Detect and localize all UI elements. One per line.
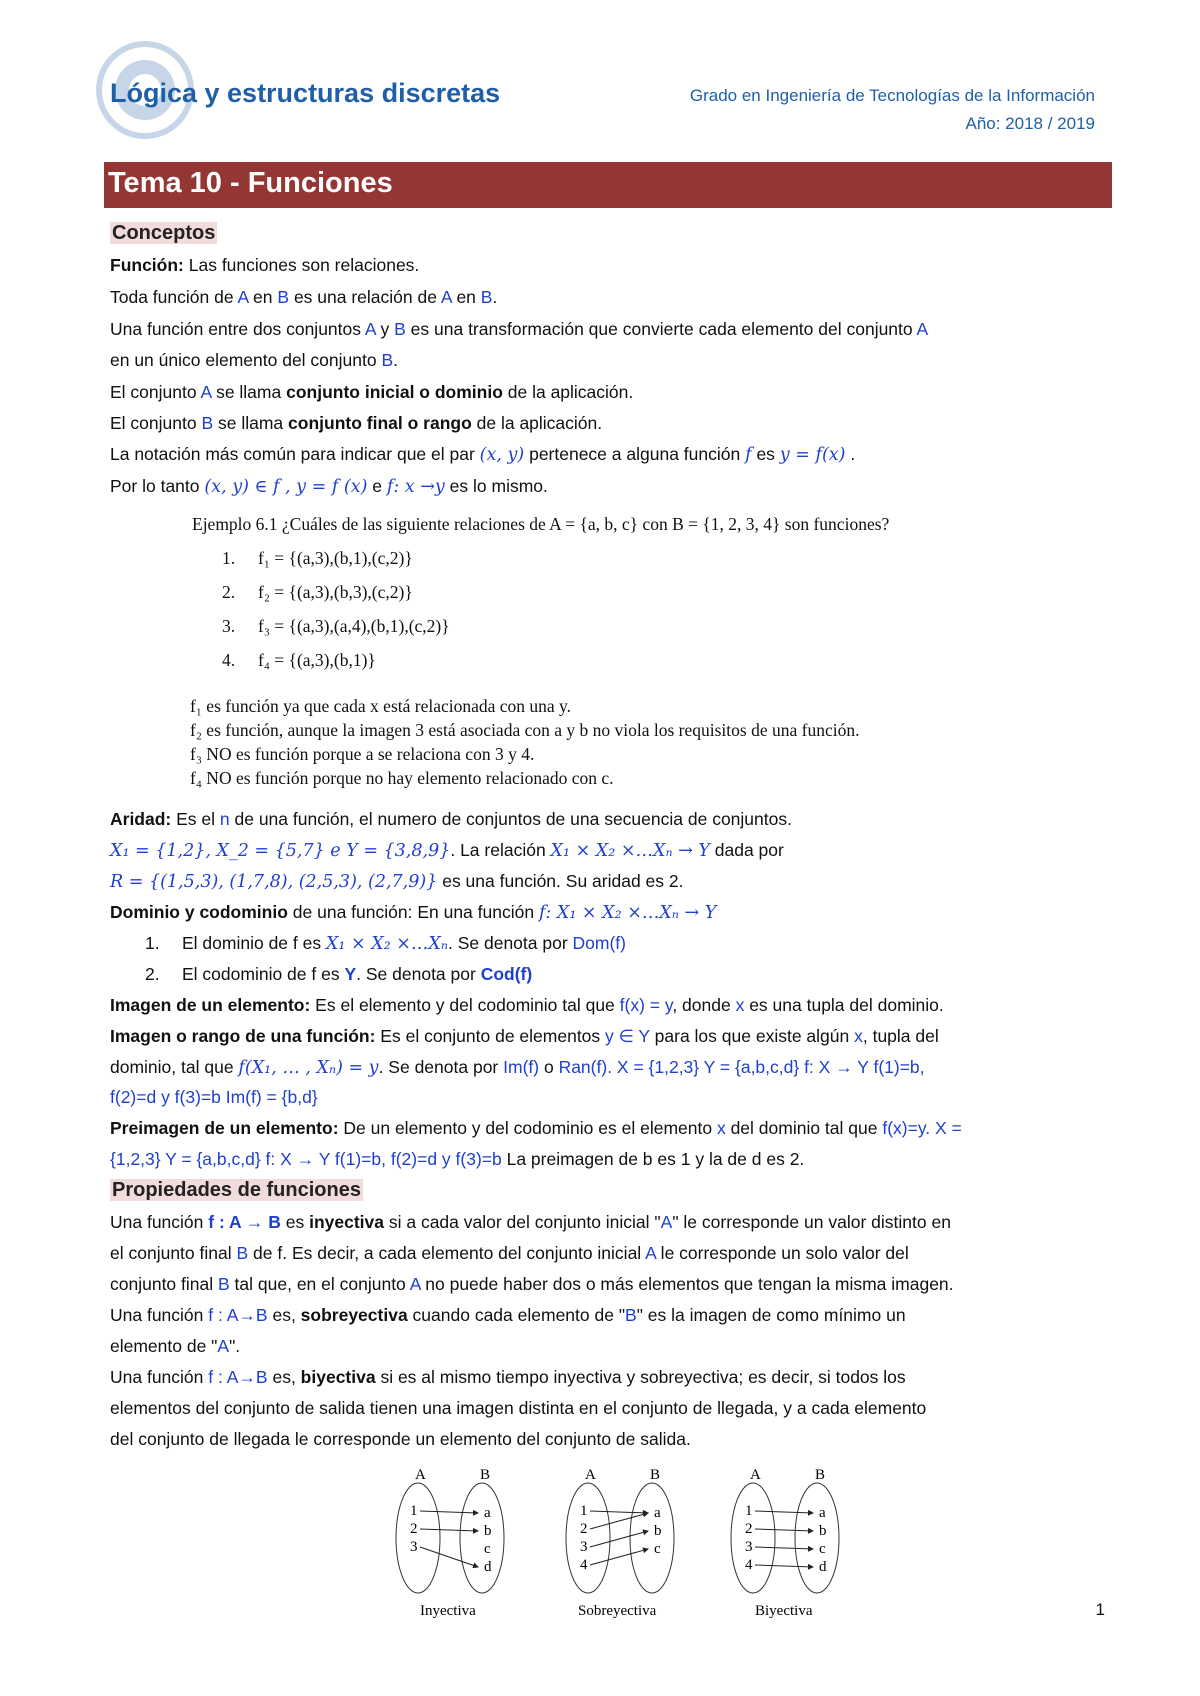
ejemplo-item-expr: f₁ = {(a,3),(b,1),(c,2)} — [258, 548, 413, 568]
svg-text:2: 2 — [745, 1521, 753, 1537]
ejemplo-item-num: 2. — [222, 582, 236, 602]
set-b-label: B — [480, 1467, 491, 1483]
svg-text:1: 1 — [410, 1503, 418, 1519]
ejemplo-answer: f₄ NO es función porque no hay elemento relacionado con c. — [190, 768, 614, 788]
course-title: Lógica y estructuras discretas — [110, 78, 501, 108]
ejemplo-item-num: 1. — [222, 548, 236, 568]
caption-sobreyectiva: Sobreyectiva — [578, 1603, 657, 1619]
svg-text:a: a — [819, 1505, 826, 1521]
line-unico-elemento: en un único elemento del conjunto B. — [110, 350, 399, 370]
page-number: 1 — [1095, 1600, 1105, 1619]
degree-name: Grado en Ingeniería de Tecnologías de la Información — [689, 86, 1095, 105]
line-biyectiva-2: elementos del conjunto de salida tienen una imagen distinta en el conjunto de llegada, y a cada elemento — [110, 1398, 927, 1418]
ejemplo-item-expr: f₃ = {(a,3),(a,4),(b,1),(c,2)} — [258, 616, 450, 636]
svg-text:3: 3 — [745, 1539, 753, 1555]
line-transformacion: Una función entre dos conjuntos A y B es una transformación que convierte cada elemento del conjunto A — [110, 319, 929, 339]
line-conjunto-final: El conjunto B se llama conjunto final o rango de la aplicación. — [110, 413, 603, 433]
svg-text:a: a — [654, 1505, 661, 1521]
section-heading-conceptos: Conceptos — [112, 222, 216, 244]
svg-text:b: b — [654, 1523, 662, 1539]
academic-year: Año: 2018 / 2019 — [965, 114, 1095, 133]
ejemplo-answer: f₃ NO es función porque a se relaciona con 3 y 4. — [190, 744, 535, 764]
line-conjunto-inicial: El conjunto A se llama conjunto inicial o dominio de la aplicación. — [110, 382, 634, 402]
ejemplo-title: Ejemplo 6.1 ¿Cuáles de las siguiente relaciones de A = {a, b, c} con B = {1, 2, 3, 4} son funciones? — [192, 514, 890, 534]
line-biyectiva: Una función f : A→B es, biyectiva si es al mismo tiempo inyectiva y sobreyectiva; es decir, si todos los — [110, 1367, 906, 1387]
set-a-label: A — [750, 1467, 761, 1483]
ejemplo-item-num: 4. — [222, 650, 236, 670]
svg-text:4: 4 — [745, 1557, 753, 1573]
line-sobreyectiva-2: elemento de "A". — [110, 1336, 241, 1356]
svg-text:3: 3 — [410, 1539, 418, 1555]
svg-text:c: c — [484, 1541, 491, 1557]
topic-title-bar — [104, 162, 1112, 208]
svg-text:b: b — [819, 1523, 827, 1539]
svg-text:2: 2 — [410, 1521, 418, 1537]
svg-text:b: b — [484, 1523, 492, 1539]
svg-text:1: 1 — [745, 1503, 753, 1519]
line-preimagen-2: {1,2,3} Y = {a,b,c,d} f: X → Y f(1)=b, f(2)=d y f(3)=b La preimagen de b es 1 y la de d es 2. — [110, 1149, 805, 1169]
svg-text:a: a — [484, 1505, 491, 1521]
line-inyectiva-3: conjunto final B tal que, en el conjunto A no puede haber dos o más elementos que tengan la misma imagen. — [110, 1274, 954, 1294]
line-preimagen: Preimagen de un elemento: De un elemento y del codominio es el elemento x del dominio tal que f(x)=y. X = — [110, 1118, 962, 1138]
line-aridad: Aridad: Es el n de una función, el numero de conjuntos de una secuencia de conjuntos. — [110, 809, 792, 829]
diagram-inyectiva — [396, 1467, 504, 1619]
list-item-dominio: 1. — [145, 933, 160, 953]
line-imagen-elemento: Imagen de un elemento: Es el elemento y del codominio tal que f(x) = y, donde x es una tupla del dominio. — [110, 995, 944, 1015]
svg-text:c: c — [654, 1541, 661, 1557]
line-dominio-codominio: Dominio y codominio de una función: En una función f: X₁ × X₂ ×…Xₙ → Y — [110, 902, 717, 923]
set-b-label: B — [815, 1467, 826, 1483]
ejemplo-item-expr: f₄ = {(a,3),(b,1)} — [258, 650, 376, 670]
line-inyectiva: Una función f : A → B es inyectiva si a cada valor del conjunto inicial "A" le corresponde un valor distinto en — [110, 1212, 951, 1232]
svg-text:1: 1 — [580, 1503, 588, 1519]
diagram-biyectiva — [731, 1467, 839, 1619]
line-imagen-funcion-3: f(2)=d y f(3)=b Im(f) = {b,d} — [110, 1087, 318, 1107]
section-heading-propiedades: Propiedades de funciones — [112, 1179, 361, 1201]
list-item-codominio: 2. — [145, 964, 160, 984]
line-imagen-funcion-2: dominio, tal que f(X₁, … , Xₙ) = y. Se denota por Im(f) o Ran(f). X = {1,2,3} Y = {a,b,c,d} f: X → Y f(1)=b, — [110, 1057, 925, 1078]
line-sobreyectiva: Una función f : A→B es, sobreyectiva cuando cada elemento de "B" es la imagen de como mínimo un — [110, 1305, 906, 1325]
svg-text:2: 2 — [580, 1521, 588, 1537]
line-por-lo-tanto: Por lo tanto (x, y) ∈ f , y = f (x) e f: x →y es lo mismo. — [110, 476, 548, 497]
line-funcion: Función: Las funciones son relaciones. — [110, 255, 420, 275]
svg-text:d: d — [819, 1559, 827, 1575]
line-aridad-ejemplo: X₁ = {1,2}, X_2 = {5,7} e Y = {3,8,9}. La relación X₁ × X₂ ×…Xₙ → Y dada por — [110, 840, 784, 861]
line-inyectiva-2: el conjunto final B de f. Es decir, a cada elemento del conjunto inicial A le corresponde un solo valor del — [110, 1243, 909, 1263]
svg-text:4: 4 — [580, 1557, 588, 1573]
ejemplo-answer: f₂ es función, aunque la imagen 3 está asociada con a y b no viola los requisitos de una función. — [190, 720, 860, 740]
svg-text:d: d — [484, 1559, 492, 1575]
diagram-sobreyectiva — [566, 1467, 674, 1619]
function-types-diagram — [380, 1465, 850, 1625]
caption-biyectiva: Biyectiva — [755, 1603, 813, 1619]
line-notacion: La notación más común para indicar que el par (x, y) pertenece a alguna función f es y = f(x) . — [110, 444, 856, 465]
line-biyectiva-3: del conjunto de llegada le corresponde un elemento del conjunto de salida. — [110, 1429, 691, 1449]
ejemplo-item-num: 3. — [222, 616, 236, 636]
svg-text:c: c — [819, 1541, 826, 1557]
set-b-label: B — [650, 1467, 661, 1483]
ejemplo-item-expr: f₂ = {(a,3),(b,3),(c,2)} — [258, 582, 413, 602]
line-toda-funcion: Toda función de A en B es una relación de A en B. — [110, 287, 498, 307]
line-imagen-funcion: Imagen o rango de una función: Es el conjunto de elementos y ∈ Y para los que existe algún x, tupla del — [110, 1026, 939, 1046]
caption-inyectiva: Inyectiva — [420, 1603, 476, 1619]
set-a-label: A — [585, 1467, 596, 1483]
set-a-label: A — [415, 1467, 426, 1483]
svg-text:3: 3 — [580, 1539, 588, 1555]
line-codominio: El codominio de f es Y. Se denota por Cod(f) — [182, 964, 533, 984]
line-dominio: El dominio de f es X₁ × X₂ ×…Xₙ. Se denota por Dom(f) — [182, 933, 626, 954]
ejemplo-answer: f₁ es función ya que cada x está relacionada con una y. — [190, 696, 572, 716]
topic-title: Tema 10 - Funciones — [108, 167, 393, 199]
line-aridad-relacion: R = {(1,5,3), (1,7,8), (2,5,3), (2,7,9)} es una función. Su aridad es 2. — [110, 871, 684, 892]
